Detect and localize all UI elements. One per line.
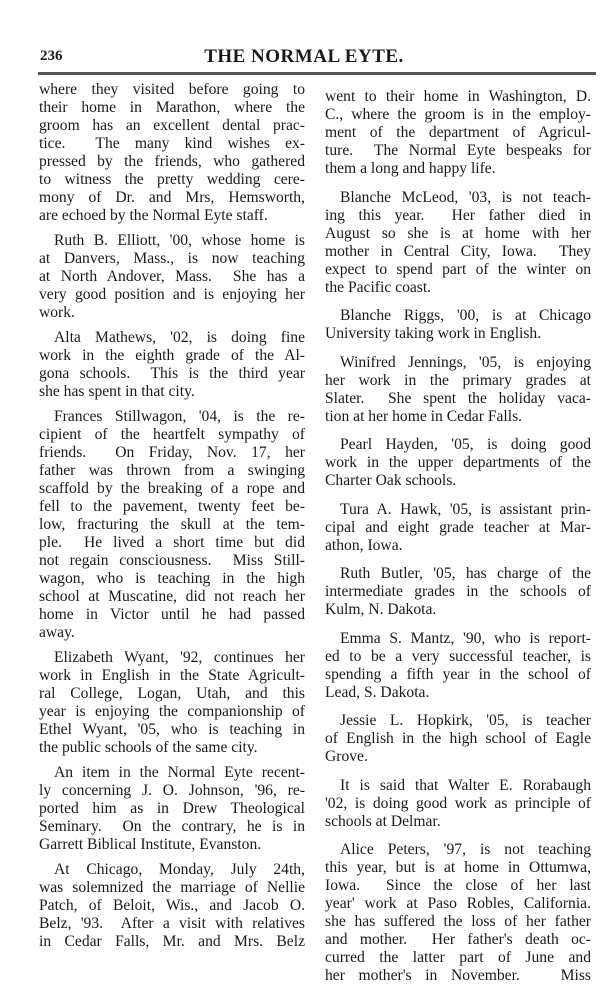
- text-line: Elizabeth Wyant, '92, continues her: [54, 649, 305, 666]
- text-line: Ruth B. Elliott, '00, whose home is: [54, 232, 305, 249]
- text-line: cipient of the heartfelt sympathy of: [39, 426, 305, 443]
- paragraph: [39, 232, 305, 322]
- paragraph: [39, 408, 305, 642]
- text-line: Pearl Hayden, '05, is doing good: [340, 436, 591, 453]
- left-column: [39, 81, 305, 958]
- text-line: spending a fifth year in the school of: [325, 665, 591, 683]
- text-line: friends. On Friday, Nov. 17, her: [39, 444, 305, 461]
- paragraph: [325, 307, 591, 343]
- text-line: low, fracturing the skull at the tem-: [39, 516, 305, 533]
- text-line: Iowa. Since the close of her last: [325, 877, 591, 894]
- page-number: 236: [40, 48, 63, 64]
- text-line: C., where the groom is in the employ-: [325, 106, 591, 123]
- text-line: work.: [39, 304, 75, 321]
- paragraph: [325, 354, 591, 426]
- text-line: August so she is at home with her: [325, 224, 591, 242]
- text-line: and mother. Her father's death oc-: [325, 931, 591, 948]
- paragraph: [39, 764, 305, 854]
- text-line: Emma S. Mantz, '90, who is report-: [340, 629, 591, 647]
- paragraph: [325, 712, 591, 766]
- paragraph: [39, 861, 305, 951]
- text-line: '02, is doing good work as principle of: [325, 794, 591, 812]
- paragraph: [325, 189, 591, 297]
- text-line: at Danvers, Mass., is now teaching: [39, 250, 305, 267]
- text-line: Charter Oak schools.: [325, 472, 457, 489]
- text-line: fell to the pavement, twenty feet be-: [39, 498, 305, 515]
- text-line: their home in Marathon, where the: [39, 99, 305, 116]
- text-line: Alta Mathews, '02, is doing fine: [54, 329, 305, 346]
- paragraph: [39, 649, 305, 757]
- text-line: Belz, '93. After a visit with relatives: [39, 915, 305, 932]
- text-line: father was thrown from a swinging: [39, 462, 305, 479]
- text-line: mother in Central City, Iowa. They: [325, 242, 591, 260]
- text-line: work in the upper departments of the: [325, 454, 591, 471]
- text-line: she has suffered the loss of her father: [325, 913, 591, 930]
- text-line: school at Muscatine, did not reach her: [39, 588, 305, 605]
- text-line: schools at Delmar.: [325, 812, 441, 830]
- text-line: in Cedar Falls, Mr. and Mrs. Belz: [39, 933, 305, 950]
- text-line: very good position and is enjoying her: [39, 286, 305, 303]
- text-line: cipal and eight grade teacher at Mar-: [325, 518, 591, 536]
- text-line: home in Victor until he had passed: [39, 606, 305, 623]
- text-line: Alice Peters, '97, is not teaching: [340, 841, 591, 858]
- text-line: ple. He lived a short time but did: [39, 534, 305, 551]
- text-line: she has spent in that city.: [39, 383, 195, 400]
- text-line: this year, but is at home in Ottumwa,: [325, 859, 591, 876]
- text-line: Grove.: [325, 748, 368, 765]
- header-rule: [38, 72, 596, 75]
- text-line: athon, Iowa.: [325, 536, 403, 554]
- text-line: curred the latter part of June and: [325, 949, 591, 966]
- text-line: ment of the department of Agricul-: [325, 124, 591, 141]
- paragraph: [39, 81, 305, 225]
- text-line: intermediate grades in the schools of: [325, 583, 591, 600]
- text-line: not regain consciousness. Miss Still-: [39, 552, 305, 569]
- text-line: Kulm, N. Dakota.: [325, 601, 437, 618]
- text-line: ing this year. Her father died in: [325, 206, 591, 224]
- text-line: Lead, S. Dakota.: [325, 683, 430, 701]
- text-line: went to their home in Washington, D.: [325, 88, 591, 105]
- text-line: work in English in the State Agricult-: [39, 667, 305, 684]
- text-line: At Chicago, Monday, July 24th,: [54, 861, 305, 878]
- text-line: gona schools. This is the third year: [39, 365, 305, 382]
- text-line: them a long and happy life.: [325, 160, 496, 177]
- text-line: Slater. She spent the holiday vaca-: [325, 389, 591, 407]
- text-line: Frances Stillwagon, '04, is the re-: [54, 408, 305, 425]
- text-line: her mother's in November. Miss: [325, 967, 591, 984]
- paragraph: [325, 630, 591, 702]
- text-line: to witness the pretty wedding cere-: [39, 171, 305, 188]
- text-line: Ethel Wyant, '05, who is teaching in: [39, 721, 305, 738]
- text-line: Jessie L. Hopkirk, '05, is teacher: [340, 712, 591, 729]
- text-line: work in the eighth grade of the Al-: [39, 347, 305, 364]
- text-line: Blanche Riggs, '00, is at Chicago: [340, 307, 591, 324]
- text-line: tice. The many kind wishes ex-: [39, 135, 305, 152]
- text-line: Blanche McLeod, '03, is not teach-: [340, 188, 591, 206]
- text-line: wagon, who is teaching in the high: [39, 570, 305, 587]
- text-line: pressed by the friends, who gathered: [39, 153, 305, 170]
- text-line: Ruth Butler, '05, has charge of the: [340, 565, 591, 582]
- text-line: ported him as in Drew Theological: [39, 800, 305, 817]
- text-line: was solemnized the marriage of Nellie: [39, 879, 305, 896]
- text-line: groom has an excellent dental prac-: [39, 117, 305, 134]
- text-line: of English in the high school of Eagle: [325, 730, 591, 747]
- text-line: ture. The Normal Eyte bespeaks for: [325, 142, 591, 159]
- text-line: ly concerning J. O. Johnson, '96, re-: [39, 782, 305, 799]
- text-line: where they visited before going to: [39, 81, 305, 98]
- text-line: are echoed by the Normal Eyte staff.: [39, 207, 268, 224]
- text-line: ed to be a very successful teacher, is: [325, 647, 591, 665]
- text-line: expect to spend part of the winter on: [325, 260, 591, 278]
- text-line: Garrett Biblical Institute, Evanston.: [39, 836, 262, 853]
- text-line: Patch, of Beloit, Wis., and Jacob O.: [39, 897, 305, 914]
- text-line: It is said that Walter E. Rorabaugh: [340, 776, 591, 794]
- text-line: An item in the Normal Eyte recent-: [54, 764, 305, 781]
- text-line: tion at her home in Cedar Falls.: [325, 407, 523, 425]
- text-line: her work in the primary grades at: [325, 371, 591, 389]
- text-line: scaffold by the breaking of a rope and: [39, 480, 305, 497]
- text-line: at North Andover, Mass. She has a: [39, 268, 305, 285]
- right-column: [325, 88, 591, 996]
- paragraph: [325, 777, 591, 831]
- paragraph: [39, 329, 305, 401]
- text-line: Winifred Jennings, '05, is enjoying: [340, 353, 591, 371]
- text-line: Tura A. Hawk, '05, is assistant prin-: [340, 500, 591, 518]
- text-line: year' work at Paso Robles, California.: [325, 895, 591, 912]
- text-line: ral College, Logan, Utah, and this: [39, 685, 305, 702]
- text-line: mony of Dr. and Mrs, Hemsworth,: [39, 189, 305, 206]
- text-line: the public schools of the same city.: [39, 739, 258, 756]
- text-line: the Pacific coast.: [325, 278, 432, 296]
- paragraph: [325, 501, 591, 555]
- paragraph: [325, 88, 591, 178]
- paragraph: [325, 565, 591, 619]
- text-line: University taking work in English.: [325, 325, 542, 342]
- text-line: away.: [39, 624, 75, 641]
- page-title: THE NORMAL EYTE.: [204, 46, 404, 67]
- paragraph: [325, 436, 591, 490]
- text-line: Seminary. On the contrary, he is in: [39, 818, 305, 835]
- paragraph: [325, 841, 591, 985]
- text-line: year is enjoying the companionship of: [39, 703, 305, 720]
